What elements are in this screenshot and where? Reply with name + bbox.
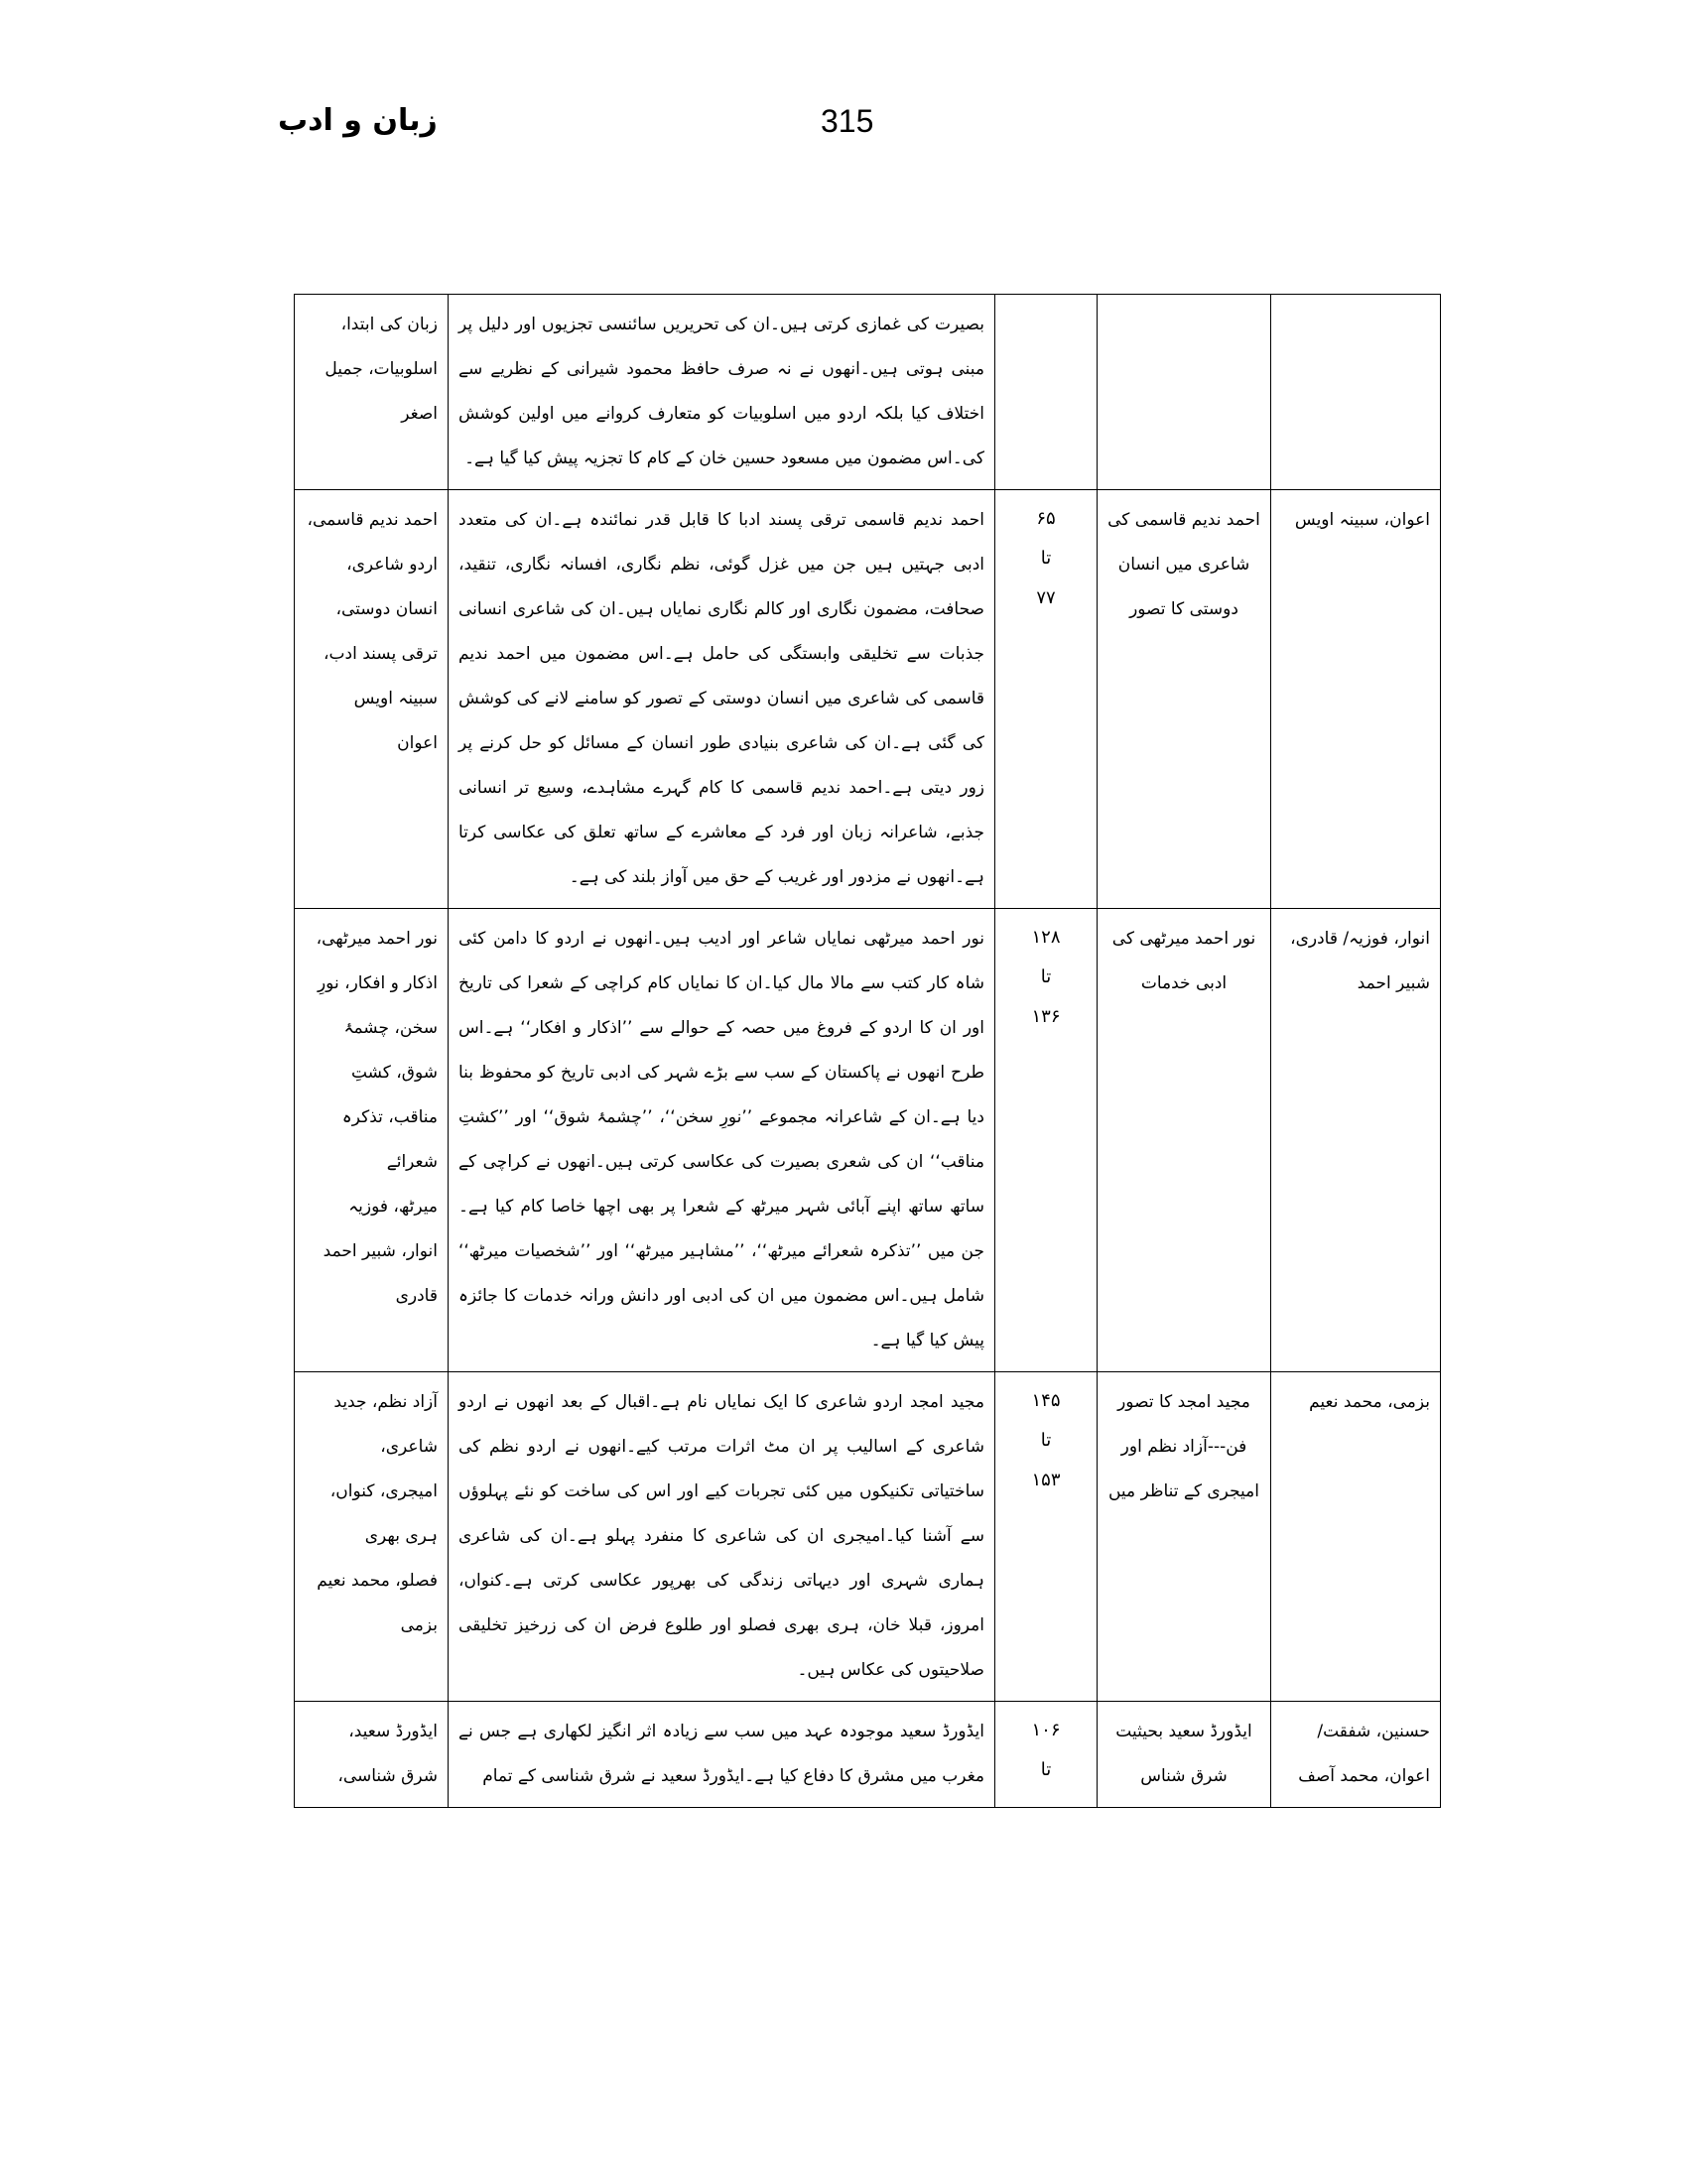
keywords-cell: نور احمد میرٹھی، اذکار و افکار، نورِ سخن، چشمۂ شوق، کشتِ مناقب، تذکرہ شعرائے میرٹھ، فوزیہ انوار، شبیر احمد قادری bbox=[295, 909, 449, 1372]
table-row bbox=[295, 1372, 1441, 1702]
title-cell: مجید امجد کا تصور فن---آزاد نظم اور امیجری کے تناظر میں bbox=[1098, 1372, 1271, 1702]
summary-cell: ایڈورڈ سعید موجودہ عہد میں سب سے زیادہ اثر انگیز لکھاری ہے جس نے مغرب میں مشرق کا دفاع کیا ہے۔ایڈورڈ سعید نے شرق شناسی کے تمام bbox=[449, 1702, 995, 1808]
summary-cell: بصیرت کی غمازی کرتی ہیں۔ان کی تحریریں سائنسی تجزیوں اور دلیل پر مبنی ہوتی ہیں۔انھوں نے نہ صرف حافظ محمود شیرانی کے نظریے سے اختلاف کیا بلکہ اردو میں اسلوبیات کو متعارف کروانے میں اولین کوشش کی۔اس مضمون میں مسعود حسین خان کے کام کا تجزیہ پیش کیا گیا ہے۔ bbox=[449, 295, 995, 490]
author-cell: بزمی، محمد نعیم bbox=[1271, 1372, 1441, 1702]
keywords-cell: آزاد نظم، جدید شاعری، امیجری، کنواں، ہری بھری فصلو، محمد نعیم بزمی bbox=[295, 1372, 449, 1702]
page-from: ۱۲۸ bbox=[1031, 927, 1061, 947]
summary-cell: مجید امجد اردو شاعری کا ایک نمایاں نام ہے۔اقبال کے بعد انھوں نے اردو شاعری کے اسالیب پر ان مٹ اثرات مرتب کیے۔انھوں نے اردو نظم کی ساختیاتی تکنیکوں میں کئی تجربات کیے اور اس کی ساخت کو نئے پہلوؤں سے آشنا کیا۔امیجری ان کی شاعری کا منفرد پہلو ہے۔ان کی شاعری ہماری شہری اور دیہاتی زندگی کی بھرپور عکاسی کرتی ہے۔کنواں، امروز، قبلا خان، ہری بھری فصلو اور طلوع فرض ان کی زرخیز تخلیقی صلاحیتوں کی عکاس ہیں۔ bbox=[449, 1372, 995, 1702]
page-from: ۶۵ bbox=[1036, 508, 1056, 528]
summary-cell: احمد ندیم قاسمی ترقی پسند ادبا کا قابل قدر نمائندہ ہے۔ان کی متعدد ادبی جہتیں ہیں جن میں غزل گوئی، نظم نگاری، افسانہ نگاری، تنقید، صحافت، مضمون نگاری اور کالم نگاری نمایاں ہیں۔ان کی شاعری انسانی جذبات سے تخلیقی وابستگی کی حامل ہے۔اس مضمون میں احمد ندیم قاسمی کی شاعری میں انسان دوستی کے تصور کو سامنے لانے کی کوشش کی گئی ہے۔ان کی شاعری بنیادی طور انسان کے مسائل کو حل کرنے پر زور دیتی ہے۔احمد ندیم قاسمی کا کام گہرے مشاہدے، وسیع تر انسانی جذبے، شاعرانہ زبان اور فرد کے معاشرے کے ساتھ تعلق کی عکاسی کرتا ہے۔انھوں نے مزدور اور غریب کے حق میں آواز بلند کی ہے۔ bbox=[449, 490, 995, 909]
title-cell: احمد ندیم قاسمی کی شاعری میں انسان دوستی کا تصور bbox=[1098, 490, 1271, 909]
page-to: ۱۳۶ bbox=[1031, 1006, 1061, 1026]
table-row bbox=[295, 295, 1441, 490]
pages-cell bbox=[995, 1702, 1098, 1808]
pages-cell bbox=[995, 490, 1098, 909]
pages-cell bbox=[995, 909, 1098, 1372]
keywords-cell: احمد ندیم قاسمی، اردو شاعری، انسان دوستی، ترقی پسند ادب، سبینہ اویس اعوان bbox=[295, 490, 449, 909]
reference-table bbox=[294, 294, 1441, 1808]
title-cell: نور احمد میرٹھی کی ادبی خدمات bbox=[1098, 909, 1271, 1372]
page-to-label: تا bbox=[1040, 966, 1052, 986]
pages-cell bbox=[995, 1372, 1098, 1702]
journal-title: زبان و ادب bbox=[278, 103, 438, 138]
table-row bbox=[295, 909, 1441, 1372]
title-cell bbox=[1098, 295, 1271, 490]
table-row bbox=[295, 490, 1441, 909]
page-number: 315 bbox=[821, 103, 874, 139]
page-to: ۱۵۳ bbox=[1031, 1470, 1061, 1489]
page-to: ۷۷ bbox=[1036, 587, 1056, 607]
author-cell: اعوان، سبینہ اویس bbox=[1271, 490, 1441, 909]
page-to-label: تا bbox=[1040, 1759, 1052, 1779]
page-to-label: تا bbox=[1040, 1430, 1052, 1450]
author-cell bbox=[1271, 295, 1441, 490]
author-cell: حسنین، شفقت/ اعوان، محمد آصف bbox=[1271, 1702, 1441, 1808]
keywords-cell: ایڈورڈ سعید، شرق شناسی، bbox=[295, 1702, 449, 1808]
table-row bbox=[295, 1702, 1441, 1808]
page-from: ۱۰۶ bbox=[1031, 1720, 1061, 1739]
keywords-cell: زبان کی ابتدا، اسلوبیات، جمیل اصغر bbox=[295, 295, 449, 490]
page-to-label: تا bbox=[1040, 548, 1052, 568]
pages-cell bbox=[995, 295, 1098, 490]
title-cell: ایڈورڈ سعید بحیثیت شرق شناس bbox=[1098, 1702, 1271, 1808]
page-from: ۱۴۵ bbox=[1031, 1390, 1061, 1410]
summary-cell: نور احمد میرٹھی نمایاں شاعر اور ادیب ہیں۔انھوں نے اردو کا دامن کئی شاہ کار کتب سے مالا مال کیا۔ان کا نمایاں کام کراچی کے شعرا کی تاریخ اور ان کا اردو کے فروغ میں حصہ کے حوالے سے ’’اذکار و افکار‘‘ ہے۔اس طرح انھوں نے پاکستان کے سب سے بڑے شہر کی ادبی تاریخ کو محفوظ بنا دیا ہے۔ان کے شاعرانہ مجموعے ’’نورِ سخن‘‘، ’’چشمۂ شوق‘‘ اور ’’کشتِ مناقب‘‘ ان کی شعری بصیرت کی عکاسی کرتی ہیں۔انھوں نے کراچی کے ساتھ ساتھ اپنے آبائی شہر میرٹھ کے شعرا پر بھی اچھا خاصا کام کیا ہے۔جن میں ’’تذکرہ شعرائے میرٹھ‘‘، ’’مشاہیر میرٹھ‘‘ اور ’’شخصیات میرٹھ‘‘ شامل ہیں۔اس مضمون میں ان کی ادبی اور دانش ورانہ خدمات کا جائزہ پیش کیا گیا ہے۔ bbox=[449, 909, 995, 1372]
author-cell: انوار، فوزیہ/ قادری، شبیر احمد bbox=[1271, 909, 1441, 1372]
